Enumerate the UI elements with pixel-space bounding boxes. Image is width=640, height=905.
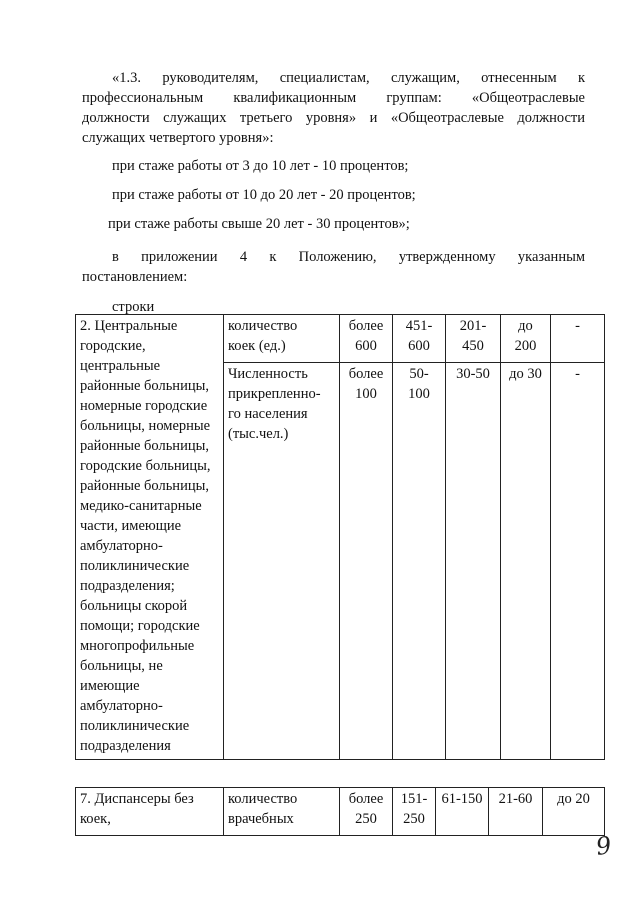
indicator-line: прикрепленно- — [228, 386, 321, 402]
value-line: 201- — [459, 318, 487, 334]
stazh-line-3: при стаже работы свыше 20 лет - 30 процентов»; — [108, 216, 410, 232]
value-line: более — [348, 318, 384, 334]
group-line: медико-санитарные — [80, 498, 202, 514]
indicator-cell — [224, 315, 340, 363]
indicator-line: коек (ед.) — [228, 338, 286, 354]
appendix-paragraph — [82, 247, 585, 287]
group-line: амбулаторно- — [80, 698, 163, 714]
dispensary-table — [75, 787, 605, 836]
group-line: районные больницы, — [80, 378, 209, 394]
value-cell: до 30 — [501, 363, 551, 760]
value-line: 250 — [403, 811, 425, 827]
group-line: 2. Центральные — [80, 318, 178, 334]
indicator-line: го населения — [228, 406, 308, 422]
intro-paragraph — [82, 68, 585, 148]
value-line: 100 — [408, 386, 430, 402]
group-line: районные больницы, — [80, 438, 209, 454]
value-cell — [446, 315, 501, 363]
value-line: 600 — [355, 338, 377, 354]
appendix-line: в приложении 4 к Положению, утвержденному указанным — [112, 249, 585, 265]
group-line: многопрофильные — [80, 638, 195, 654]
group-line: городские больницы, — [80, 458, 211, 474]
group-line: номерные городские — [80, 398, 208, 414]
value-line: 151- — [400, 791, 428, 807]
value-line: 451- — [405, 318, 433, 334]
indicator-line: количество — [228, 791, 298, 807]
indicator-cell — [224, 363, 340, 760]
value-cell — [340, 788, 393, 836]
value-cell — [340, 315, 393, 363]
value-cell — [393, 363, 446, 760]
intro-line: профессиональным квалификационным группам: «Общеотраслевые — [82, 90, 585, 106]
value-cell: - — [551, 363, 605, 760]
institutions-table — [75, 314, 605, 760]
group-line: подразделения; — [80, 578, 175, 594]
table-row — [76, 788, 605, 836]
stazh-line-2: при стаже работы от 10 до 20 лет - 20 процентов; — [112, 187, 416, 203]
appendix-line: постановлением: — [82, 269, 188, 285]
value-line: 600 — [408, 338, 430, 354]
group-line: районные больницы, — [80, 478, 209, 494]
group-line: больницы, не — [80, 658, 163, 674]
value-line: 200 — [514, 338, 537, 354]
group-line: подразделения — [80, 738, 171, 754]
group-line: городские, — [80, 338, 146, 354]
value-cell: 61-150 — [436, 788, 489, 836]
value-line: до — [518, 318, 533, 334]
indicator-line: (тыс.чел.) — [228, 426, 289, 442]
indicator-line: Численность — [228, 366, 308, 382]
stazh-line-1: при стаже работы от 3 до 10 лет - 10 процентов; — [112, 158, 409, 174]
value-cell — [393, 315, 446, 363]
intro-line: должности служащих третьего уровня» и «Общеотраслевые должности — [82, 110, 585, 126]
group-line: поликлинические — [80, 558, 190, 574]
group-line: поликлинические — [80, 718, 190, 734]
intro-line: «1.3. руководителям, специалистам, служащим, отнесенным к — [112, 70, 585, 86]
intro-line: служащих четвертого уровня»: — [82, 130, 274, 146]
value-line: 250 — [355, 811, 377, 827]
page-number: 9 — [594, 831, 614, 861]
group-line: 7. Диспансеры без — [80, 791, 194, 807]
group-line: имеющие — [80, 678, 140, 694]
indicator-line: врачебных — [228, 811, 294, 827]
value-line: более — [348, 791, 384, 807]
group-line: амбулаторно- — [80, 538, 163, 554]
group-line: центральные — [80, 358, 161, 374]
value-line: более — [348, 366, 384, 382]
value-cell — [340, 363, 393, 760]
group-line: части, имеющие — [80, 518, 182, 534]
group-line: больницы, номерные — [80, 418, 211, 434]
value-cell: 21-60 — [489, 788, 543, 836]
value-cell: 30-50 — [446, 363, 501, 760]
stroki-label: строки — [112, 299, 155, 315]
group-line: помощи; городские — [80, 618, 200, 634]
value-line: 100 — [355, 386, 377, 402]
value-line: 50- — [409, 366, 429, 382]
value-line: 450 — [462, 338, 484, 354]
group-cell — [76, 788, 224, 836]
value-cell: - — [551, 315, 605, 363]
group-line: больницы скорой — [80, 598, 188, 614]
value-cell — [501, 315, 551, 363]
indicator-line: количество — [228, 318, 298, 334]
table-row — [76, 315, 605, 363]
group-cell — [76, 315, 224, 760]
group-line: коек, — [80, 811, 111, 827]
indicator-cell — [224, 788, 340, 836]
value-cell: до 20 — [543, 788, 605, 836]
value-cell — [393, 788, 436, 836]
